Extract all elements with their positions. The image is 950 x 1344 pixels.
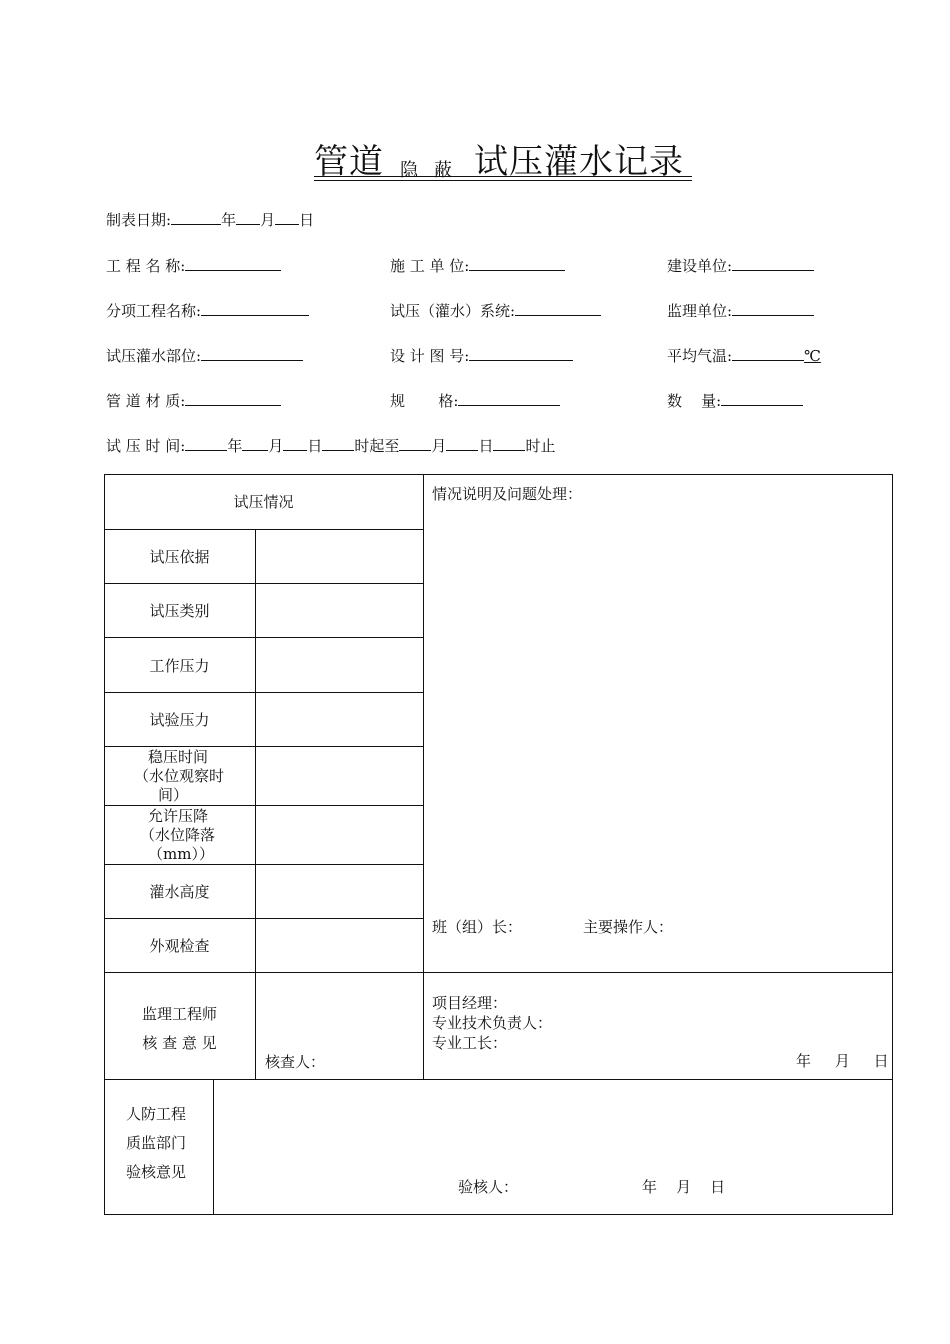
sub-project-label: 分项工程名称: (106, 302, 202, 320)
title-part-3: 蔽 (434, 160, 452, 181)
project-manager-label: 项目经理： (432, 994, 508, 1012)
test-location-line (106, 344, 303, 364)
divider-civil (213, 1079, 214, 1214)
quantity-label: 数 量: (667, 392, 722, 410)
allow-drop-line1: 允许压降 (148, 807, 209, 825)
main-operator-label: 主要操作人： (583, 918, 674, 936)
allow-drop-line2: （水位降落 (140, 826, 216, 844)
sub-project-blank[interactable] (201, 299, 309, 316)
test-hour-to-blank[interactable] (493, 434, 525, 451)
date-line (106, 208, 314, 228)
month-blank[interactable] (236, 208, 260, 225)
test-location-blank[interactable] (201, 344, 303, 361)
construction-unit-line (390, 254, 565, 274)
year-label: 年 (221, 211, 237, 229)
test-day-label: 日 (307, 437, 323, 455)
test-time-label: 试 压 时 间: (106, 437, 186, 455)
test-day-to-blank[interactable] (446, 434, 478, 451)
test-hour-from-blank[interactable] (322, 434, 354, 451)
stable-time-line2: （水位观察时 (134, 767, 225, 785)
row-line (104, 864, 423, 865)
row-line (104, 637, 423, 638)
day-to-label: 日 (478, 437, 494, 455)
civil-defense-title-2: 质监部门 (126, 1134, 187, 1152)
construction-unit-label: 施 工 单 位: (390, 257, 470, 275)
supervision-unit-blank[interactable] (732, 299, 814, 316)
title-part-1: 管道 (314, 142, 384, 182)
row-line (104, 918, 423, 919)
row-label-basis: 试压依据 (149, 548, 210, 566)
supervisor-title-2: 核 查 意 见 (142, 1034, 217, 1052)
row-line (104, 529, 423, 530)
row-line (104, 746, 423, 747)
row-label-fill-height: 灌水高度 (149, 883, 210, 901)
row-line (104, 583, 423, 584)
quantity-line (667, 389, 803, 409)
row-line (104, 805, 423, 806)
verifier-date: 年 月 日 (642, 1178, 726, 1196)
title-part-2: 隐 (400, 160, 418, 181)
title-part-4: 试压灌水记录 (474, 142, 684, 182)
allow-drop-line3: （mm）） (148, 845, 214, 863)
project-name-blank[interactable] (185, 254, 281, 271)
test-day-blank[interactable] (283, 434, 307, 451)
project-name-label: 工 程 名 称: (106, 257, 186, 275)
page-title (314, 132, 692, 182)
avg-temp-line (667, 344, 821, 364)
stable-time-line1: 稳压时间 (148, 748, 209, 766)
owner-unit-line (667, 254, 814, 274)
sub-project-line (106, 299, 309, 319)
drawing-no-line (390, 344, 573, 364)
row-label-type: 试压类别 (149, 602, 210, 620)
hour-to-label: 时止 (525, 437, 556, 455)
test-system-line (390, 299, 601, 319)
material-label: 管 道 材 质: (106, 392, 186, 410)
hour-from-label: 时起至 (354, 437, 400, 455)
drawing-no-blank[interactable] (469, 344, 573, 361)
stable-time-line3: 间） (158, 786, 189, 804)
tech-lead-label: 专业技术负责人： (432, 1014, 553, 1032)
avg-temp-label: 平均气温: (667, 347, 733, 365)
row-line-full (104, 972, 893, 973)
spec-line (390, 389, 560, 409)
row-line-full (104, 1079, 893, 1080)
verifier-label: 验核人： (458, 1178, 519, 1196)
title-underline-double (314, 180, 692, 181)
test-year-blank[interactable] (185, 434, 227, 451)
owner-unit-label: 建设单位: (667, 257, 733, 275)
supervisor-title-1: 监理工程师 (141, 1005, 217, 1023)
month-to-label: 月 (431, 437, 447, 455)
spec-blank[interactable] (458, 389, 560, 406)
table-border-bottom (104, 1214, 893, 1215)
owner-unit-blank[interactable] (732, 254, 814, 271)
test-time-line (106, 434, 555, 454)
day-blank[interactable] (275, 208, 299, 225)
divider-label (255, 529, 256, 1079)
row-line (104, 692, 423, 693)
civil-defense-title-3: 验核意见 (126, 1163, 187, 1181)
test-year-label: 年 (227, 437, 243, 455)
notes-label: 情况说明及问题处理： (432, 485, 583, 503)
row-label-working-pressure: 工作压力 (149, 657, 210, 675)
temp-unit: ℃ (804, 347, 821, 365)
year-blank[interactable] (171, 208, 221, 225)
table-border-right (892, 474, 893, 1214)
spec-label: 规 格: (390, 392, 459, 410)
foreman-label: 专业工长： (432, 1034, 508, 1052)
test-location-label: 试压灌水部位: (106, 347, 202, 365)
material-line (106, 389, 281, 409)
test-month-blank[interactable] (242, 434, 268, 451)
test-month-to-blank[interactable] (399, 434, 431, 451)
test-month-label: 月 (268, 437, 284, 455)
team-leader-label: 班（组）长： (432, 918, 523, 936)
test-system-blank[interactable] (515, 299, 601, 316)
row-label-test-pressure: 试验压力 (149, 711, 210, 729)
material-blank[interactable] (185, 389, 281, 406)
checker-label: 核查人： (265, 1053, 326, 1071)
supervisor-date: 年 月 日 (796, 1052, 889, 1070)
month-label: 月 (260, 211, 276, 229)
row-label-allow-drop (104, 807, 255, 864)
table-border-top (104, 474, 893, 475)
row-label-visual-check: 外观检查 (149, 937, 210, 955)
construction-unit-blank[interactable] (469, 254, 565, 271)
test-system-label: 试压（灌水）系统: (390, 302, 516, 320)
quantity-blank[interactable] (721, 389, 803, 406)
civil-defense-title-1: 人防工程 (126, 1105, 187, 1123)
supervision-unit-label: 监理单位: (667, 302, 733, 320)
day-label: 日 (299, 211, 315, 229)
date-label: 制表日期: (106, 211, 172, 229)
row-label-stable-time (104, 748, 255, 805)
divider-main (423, 474, 424, 1079)
title-underline (314, 176, 692, 177)
project-name-line (106, 254, 281, 274)
situation-header: 试压情况 (233, 493, 294, 511)
drawing-no-label: 设 计 图 号: (390, 347, 470, 365)
avg-temp-blank[interactable] (732, 344, 804, 361)
supervision-unit-line (667, 299, 814, 319)
